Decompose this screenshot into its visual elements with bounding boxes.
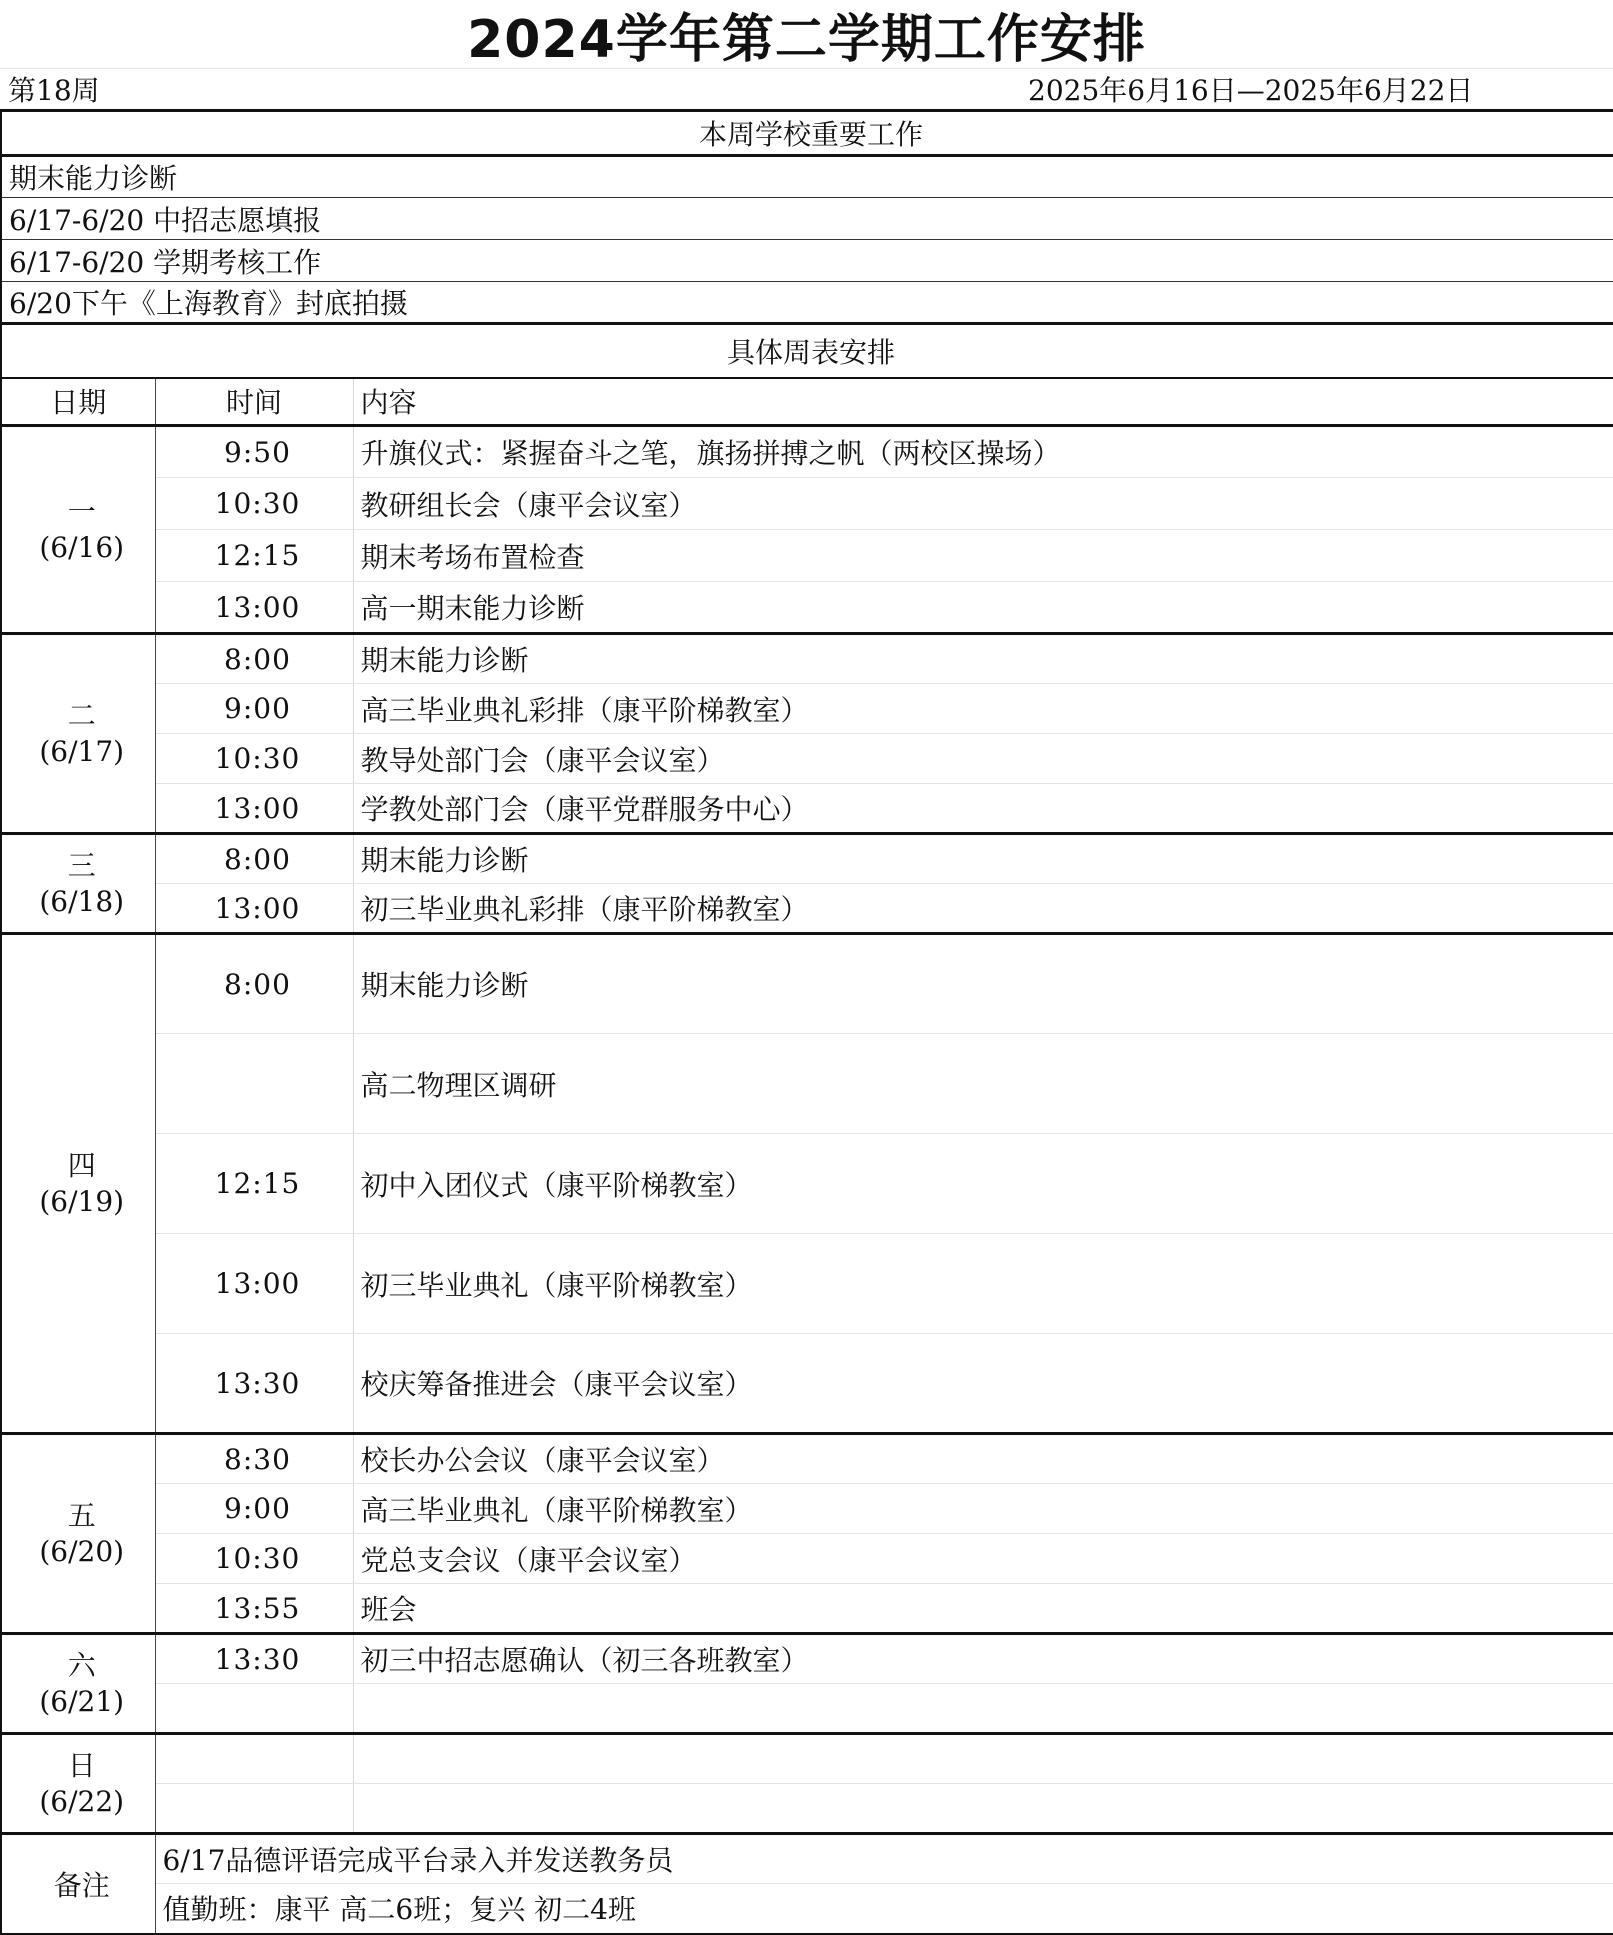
event-time: 8:00: [155, 834, 353, 884]
schedule-row: [1, 1734, 1613, 1784]
schedule-row: [1, 784, 1613, 834]
schedule-row: [1, 530, 1613, 582]
event-content: [353, 1734, 1613, 1784]
column-header-row: [1, 378, 1613, 426]
schedule-row: [1, 1584, 1613, 1634]
notes-label: 备注: [1, 1834, 155, 1934]
day-cell: [1, 426, 155, 634]
day-date: (6/17): [39, 734, 125, 768]
day-cell: [1, 1634, 155, 1734]
event-content: 校庆筹备推进会（康平会议室）: [353, 1334, 1613, 1434]
schedule-row: [1, 1034, 1613, 1134]
day-weekday: 五: [67, 1498, 96, 1532]
schedule-row: [1, 684, 1613, 734]
day-weekday: 四: [67, 1148, 96, 1182]
column-header-time: 时间: [155, 378, 353, 426]
event-content: 初中入团仪式（康平阶梯教室）: [353, 1134, 1613, 1234]
schedule-row: [1, 734, 1613, 784]
day-weekday: 二: [67, 698, 96, 732]
event-time: 8:30: [155, 1434, 353, 1484]
day-weekday: 三: [67, 848, 96, 882]
day-date: (6/16): [39, 530, 125, 564]
page-title: 2024学年第二学期工作安排: [0, 0, 1613, 69]
event-content: 期末能力诊断: [353, 834, 1613, 884]
event-content: 班会: [353, 1584, 1613, 1634]
column-header-content: 内容: [353, 378, 1613, 426]
schedule-row: [1, 1784, 1613, 1834]
notes-text: 值勤班：康平 高二6班；复兴 初二4班: [155, 1884, 1613, 1934]
event-time: 9:50: [155, 426, 353, 478]
event-content: 初三毕业典礼（康平阶梯教室）: [353, 1234, 1613, 1334]
event-content: 期末考场布置检查: [353, 530, 1613, 582]
event-time: 13:30: [155, 1334, 353, 1434]
event-content: 高三毕业典礼彩排（康平阶梯教室）: [353, 684, 1613, 734]
event-content: [353, 1684, 1613, 1734]
important-item: [1, 282, 1613, 324]
schedule-row: [1, 634, 1613, 684]
important-heading-row: [1, 111, 1613, 156]
event-content: 高三毕业典礼（康平阶梯教室）: [353, 1484, 1613, 1534]
day-date: (6/20): [39, 1534, 125, 1568]
schedule-row: [1, 834, 1613, 884]
event-time: 13:00: [155, 582, 353, 634]
schedule-row: [1, 1484, 1613, 1534]
event-content: 学教处部门会（康平党群服务中心）: [353, 784, 1613, 834]
day-cell: [1, 1734, 155, 1834]
event-content: 教研组长会（康平会议室）: [353, 478, 1613, 530]
event-time: 13:00: [155, 1234, 353, 1334]
event-time: 13:55: [155, 1584, 353, 1634]
day-cell: [1, 834, 155, 934]
event-content: 初三中招志愿确认（初三各班教室）: [353, 1634, 1613, 1684]
important-item-text: 6/17-6/20 学期考核工作: [1, 240, 1613, 282]
schedule-row: [1, 934, 1613, 1034]
event-time: [155, 1034, 353, 1134]
event-content: 高一期末能力诊断: [353, 582, 1613, 634]
event-content: [353, 1784, 1613, 1834]
event-time: 13:00: [155, 784, 353, 834]
schedule-row: [1, 1434, 1613, 1484]
event-time: [155, 1734, 353, 1784]
event-content: 期末能力诊断: [353, 934, 1613, 1034]
column-header-date: 日期: [1, 378, 155, 426]
event-time: 9:00: [155, 1484, 353, 1534]
event-content: 高二物理区调研: [353, 1034, 1613, 1134]
schedule-heading: 具体周表安排: [1, 324, 1613, 378]
event-time: 13:00: [155, 884, 353, 934]
event-time: 12:15: [155, 1134, 353, 1234]
day-date: (6/21): [39, 1684, 125, 1718]
schedule-row: [1, 1684, 1613, 1734]
schedule-row: [1, 1334, 1613, 1434]
event-time: [155, 1784, 353, 1834]
day-weekday: 六: [67, 1648, 96, 1682]
event-content: 期末能力诊断: [353, 634, 1613, 684]
schedule-row: [1, 1634, 1613, 1684]
event-content: 党总支会议（康平会议室）: [353, 1534, 1613, 1584]
day-date: (6/18): [39, 884, 125, 918]
important-heading: 本周学校重要工作: [1, 111, 1613, 156]
event-time: 8:00: [155, 934, 353, 1034]
important-item-text: 期末能力诊断: [1, 156, 1613, 198]
date-range: 2025年6月16日—2025年6月22日: [1028, 74, 1474, 107]
day-weekday: 日: [67, 1748, 96, 1782]
week-label: 第18周: [8, 74, 100, 107]
schedule-row: [1, 426, 1613, 478]
schedule-row: [1, 1234, 1613, 1334]
schedule-sheet: [0, 109, 1613, 1935]
day-cell: [1, 934, 155, 1434]
schedule-row: [1, 478, 1613, 530]
event-time: 10:30: [155, 734, 353, 784]
event-time: 10:30: [155, 1534, 353, 1584]
important-item-text: 6/20下午《上海教育》封底拍摄: [1, 282, 1613, 324]
important-item: [1, 198, 1613, 240]
notes-row: [1, 1834, 1613, 1884]
event-content: 初三毕业典礼彩排（康平阶梯教室）: [353, 884, 1613, 934]
schedule-heading-row: [1, 324, 1613, 378]
schedule-row: [1, 884, 1613, 934]
event-content: 升旗仪式：紧握奋斗之笔，旗扬拼搏之帆（两校区操场）: [353, 426, 1613, 478]
notes-row: [1, 1884, 1613, 1934]
notes-text: 6/17品德评语完成平台录入并发送教务员: [155, 1834, 1613, 1884]
event-time: 13:30: [155, 1634, 353, 1684]
important-item: [1, 240, 1613, 282]
schedule-row: [1, 1534, 1613, 1584]
event-content: 校长办公会议（康平会议室）: [353, 1434, 1613, 1484]
event-content: 教导处部门会（康平会议室）: [353, 734, 1613, 784]
day-weekday: 一: [67, 494, 96, 528]
important-item: [1, 156, 1613, 198]
event-time: 9:00: [155, 684, 353, 734]
schedule-row: [1, 582, 1613, 634]
schedule-row: [1, 1134, 1613, 1234]
day-date: (6/22): [39, 1784, 125, 1818]
day-cell: [1, 634, 155, 834]
event-time: 8:00: [155, 634, 353, 684]
event-time: 12:15: [155, 530, 353, 582]
important-item-text: 6/17-6/20 中招志愿填报: [1, 198, 1613, 240]
day-cell: [1, 1434, 155, 1634]
event-time: [155, 1684, 353, 1734]
event-time: 10:30: [155, 478, 353, 530]
day-date: (6/19): [39, 1184, 125, 1218]
